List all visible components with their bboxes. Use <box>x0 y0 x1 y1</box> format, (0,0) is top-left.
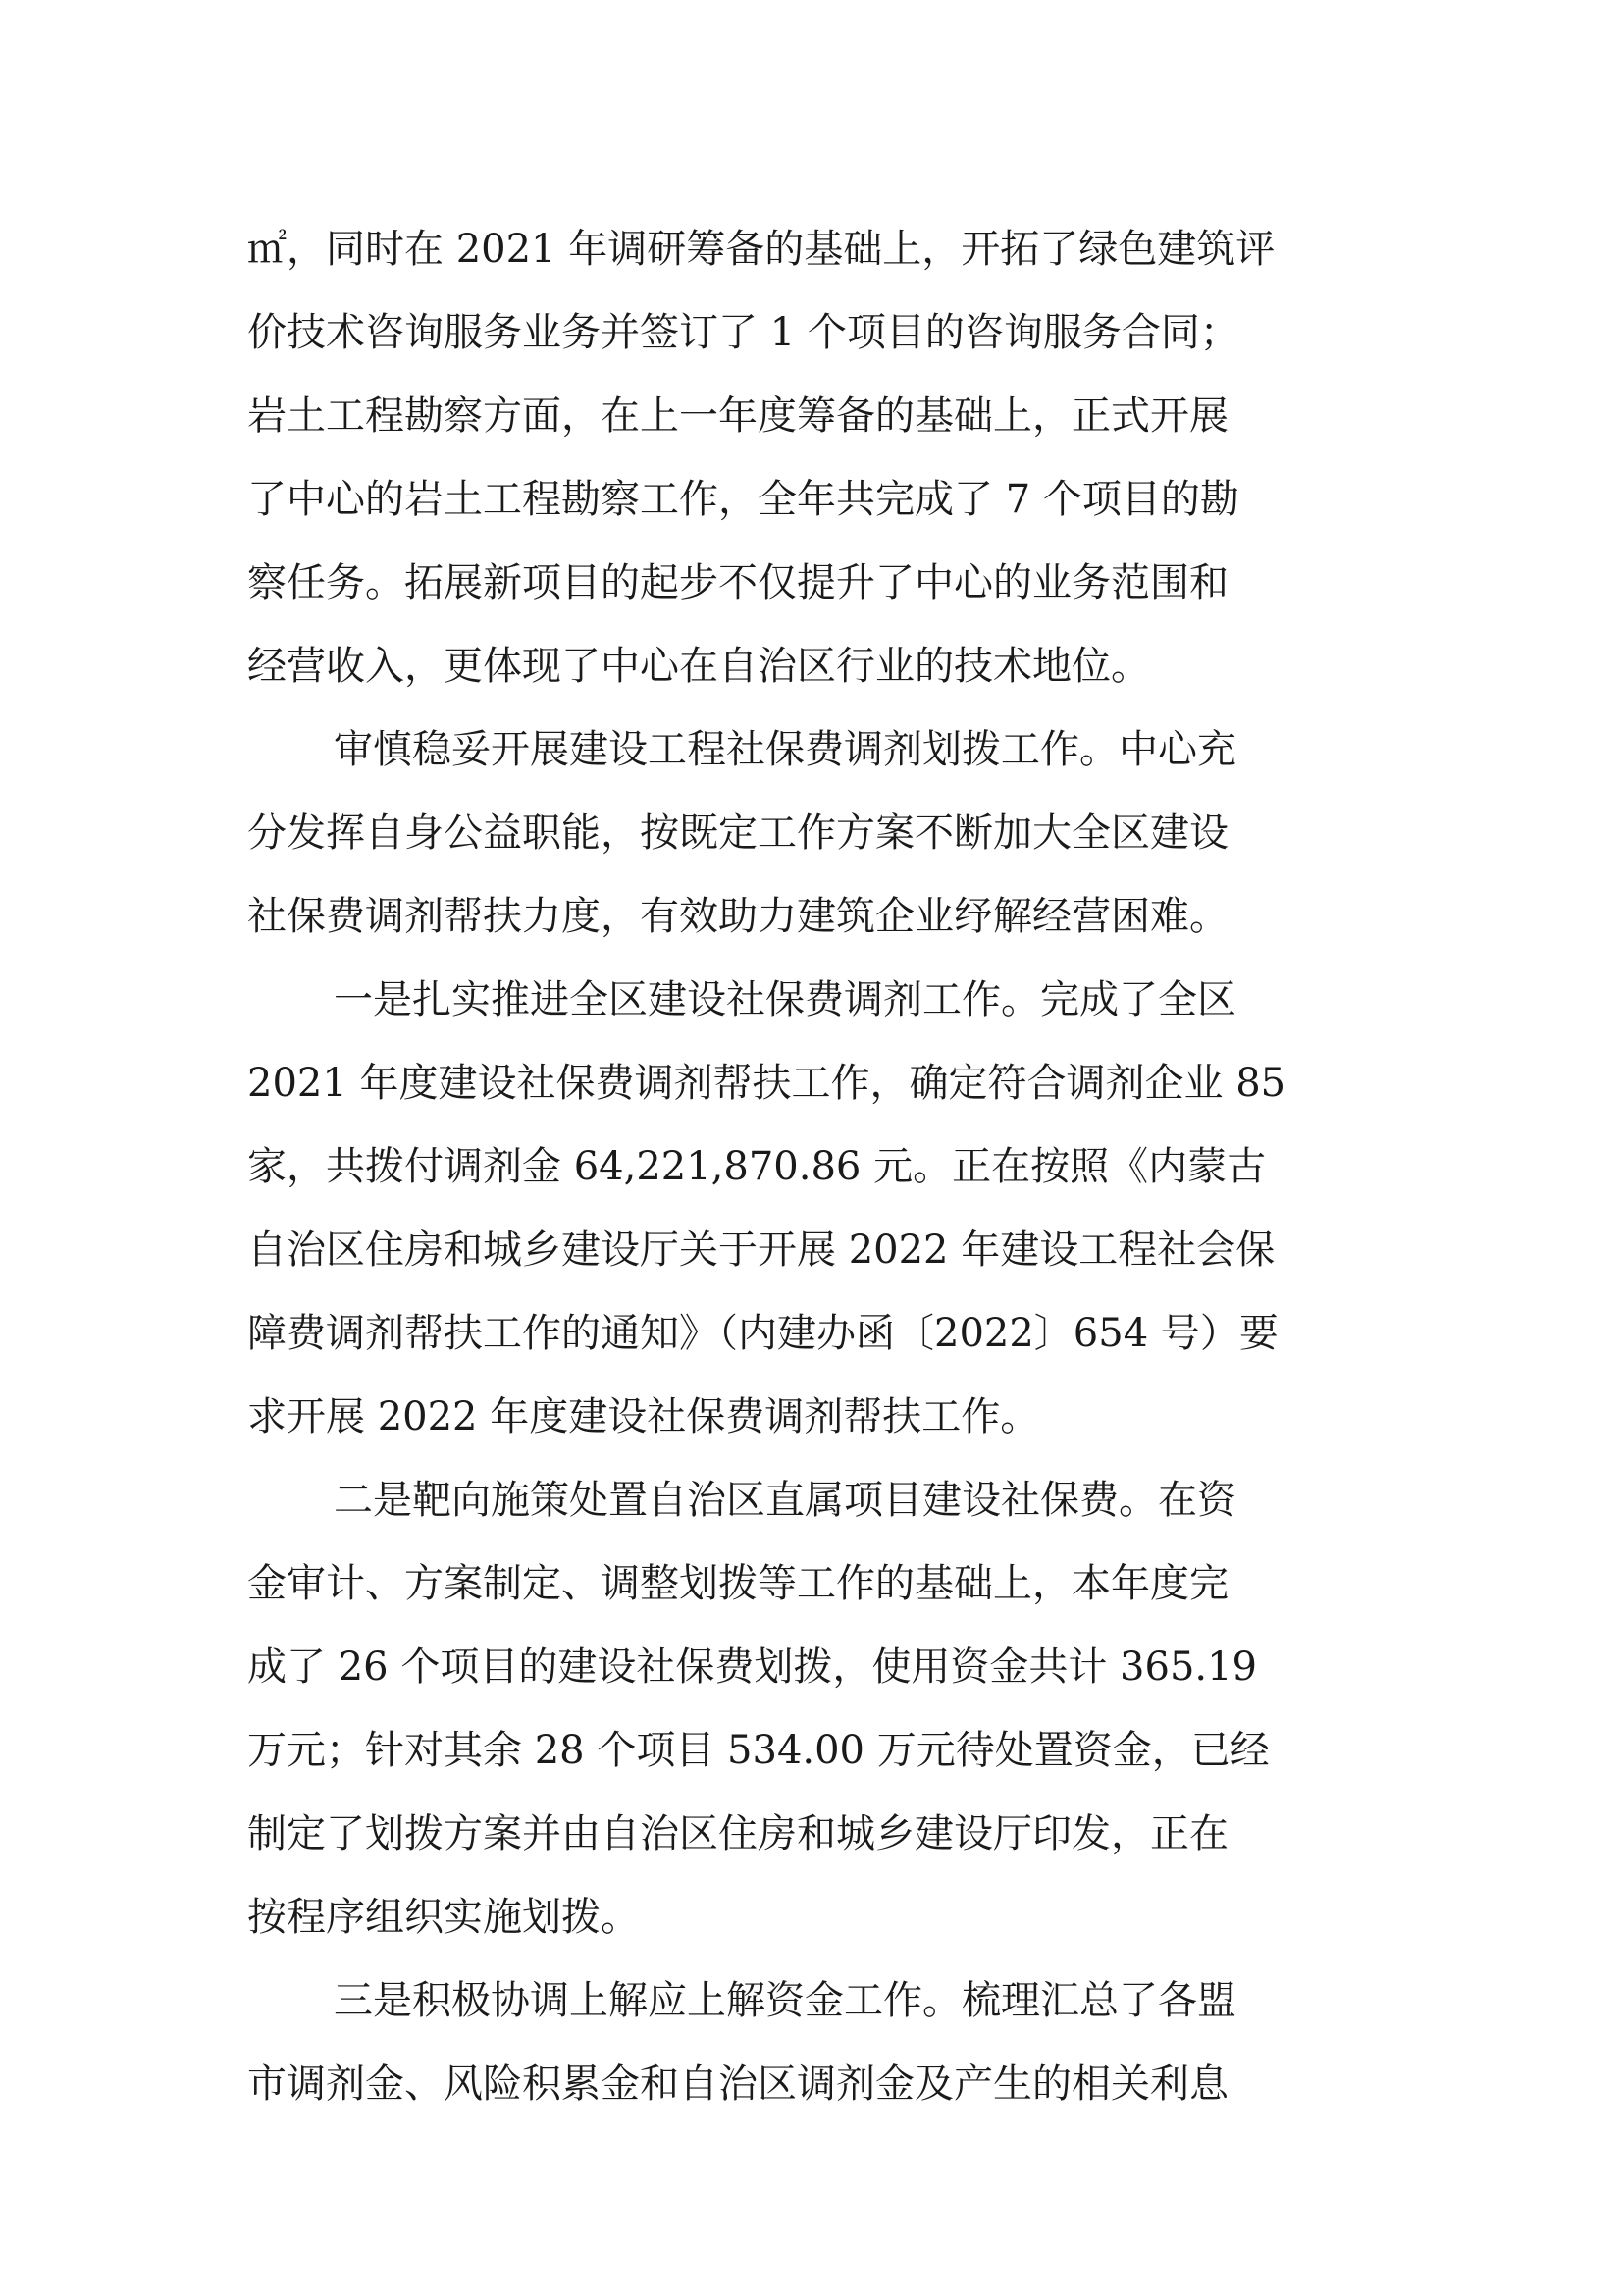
paragraph-first-line: 三是积极协调上解应上解资金工作。梳理汇总了各盟 <box>334 1978 1236 2023</box>
text-line: ㎡，同时在 2021 年调研筹备的基础上，开拓了绿色建筑评 <box>247 227 1276 272</box>
text-line: 了中心的岩土工程勘察工作，全年共完成了 7 个项目的勘 <box>247 477 1239 522</box>
text-line: 家，共拨付调剂金 64,221,870.86 元。正在按照《内蒙古 <box>247 1144 1267 1189</box>
paragraph-first-line: 一是扎实推进全区建设社保费调剂工作。完成了全区 <box>334 977 1236 1022</box>
text-line: 价技术咨询服务业务并签订了 1 个项目的咨询服务合同； <box>247 310 1239 355</box>
text-line: 市调剂金、风险积累金和自治区调剂金及产生的相关利息 <box>247 2061 1229 2107</box>
text-line: 社保费调剂帮扶力度，有效助力建筑企业纾解经营困难。 <box>247 894 1229 939</box>
text-line: 求开展 2022 年度建设社保费调剂帮扶工作。 <box>247 1394 1040 1439</box>
text-line: 金审计、方案制定、调整划拨等工作的基础上，本年度完 <box>247 1561 1229 1606</box>
text-line: 制定了划拨方案并由自治区住房和城乡建设厅印发，正在 <box>247 1811 1229 1856</box>
text-line: 万元；针对其余 28 个项目 534.00 万元待处置资金，已经 <box>247 1728 1270 1773</box>
text-line: 按程序组织实施划拨。 <box>247 1895 640 1940</box>
text-line: 分发挥自身公益职能，按既定工作方案不断加大全区建设 <box>247 810 1229 856</box>
paragraph-first-line: 二是靶向施策处置自治区直属项目建设社保费。在资 <box>334 1478 1236 1523</box>
text-line: 岩土工程勘察方面，在上一年度筹备的基础上，正式开展 <box>247 393 1229 439</box>
text-line: 2021 年度建设社保费调剂帮扶工作，确定符合调剂企业 85 <box>247 1061 1286 1106</box>
paragraph-first-line: 审慎稳妥开展建设工程社保费调剂划拨工作。中心充 <box>334 727 1236 772</box>
text-line: 察任务。拓展新项目的起步不仅提升了中心的业务范围和 <box>247 560 1229 605</box>
text-line: 成了 26 个项目的建设社保费划拨，使用资金共计 365.19 <box>247 1644 1258 1690</box>
text-line: 障费调剂帮扶工作的通知》（内建办函〔2022〕654 号）要 <box>247 1311 1279 1356</box>
text-line: 经营收入，更体现了中心在自治区行业的技术地位。 <box>247 644 1150 689</box>
text-line: 自治区住房和城乡建设厅关于开展 2022 年建设工程社会保 <box>247 1227 1276 1273</box>
body-text <box>247 208 1386 2126</box>
